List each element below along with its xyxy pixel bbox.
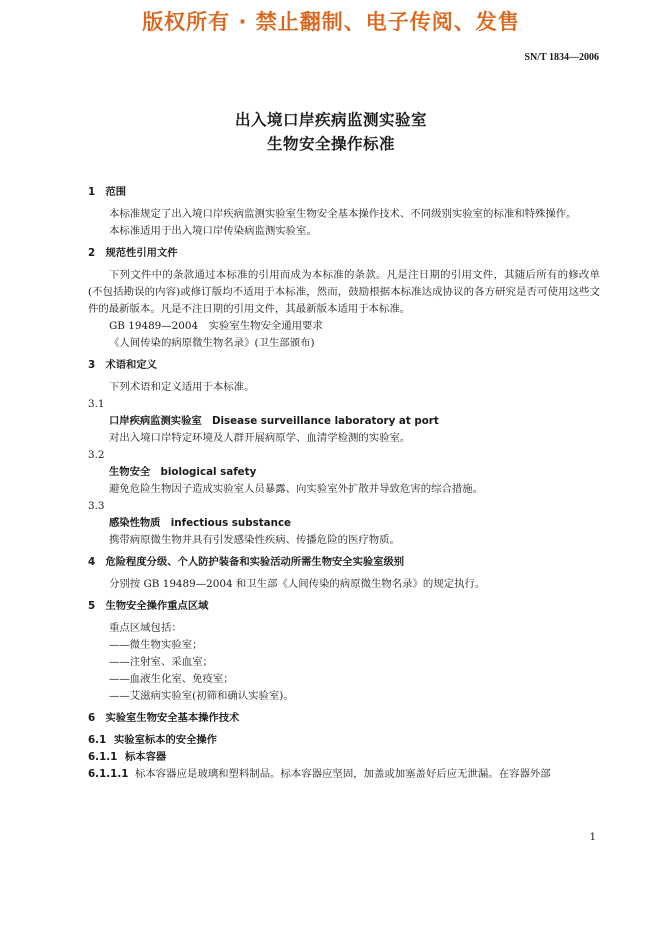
standard-number: SN/T 1834—2006 [524, 52, 599, 63]
subsection-title: 实验室标本的安全操作 [114, 734, 217, 746]
term-definition: 避免危险生物因子造成实验室人员暴露、向实验室外扩散并导致危害的综合措施。 [109, 483, 484, 495]
term-title: 生物安全 biological safety [109, 466, 257, 478]
list-item: ——艾滋病实验室(初筛和确认实验室)。 [109, 690, 294, 702]
section-4-heading: 4 危险程度分级、个人防护装备和实验活动所需生物安全实验室级别 [88, 556, 405, 568]
section-6-heading: 6 实验室生物安全基本操作技术 [88, 712, 240, 724]
list-item: ——血液生化室、免疫室； [109, 673, 234, 685]
term-definition: 对出入境口岸特定环境及人群开展病原学、血清学检测的实验室。 [109, 432, 411, 444]
section-2-paragraph: 下列文件中的条款通过本标准的引用而成为本标准的条款。凡是注日期的引用文件，其随后所有的修改单(不包括勘误的内容)或修订版均不适用于本标准，然而，鼓励根据本标准达成协议的各方研究是否可使用这些文件的最新版本。凡是不注日期的引用文件，其最新版本适用于本标准。 [88, 269, 600, 315]
term-number: 3.1 [88, 398, 105, 410]
section-3-intro: 下列术语和定义适用于本标准。 [109, 381, 255, 393]
clause-paragraph [88, 766, 600, 783]
term-title: 感染性物质 infectious substance [109, 517, 292, 529]
section-3-heading: 3 术语和定义 [88, 359, 157, 371]
doc-title-line1: 出入境口岸疾病监测实验室 [234, 111, 427, 129]
subsection-heading [88, 749, 600, 766]
watermark: 版权所有 · 禁止翻制、电子传阅、发售 [142, 10, 520, 34]
reference-item: 《人间传染的病原微生物名录》(卫生部颁布) [109, 337, 315, 349]
doc-title-line2: 生物安全操作标准 [266, 135, 395, 153]
term-number: 3.3 [88, 500, 105, 512]
term-number: 3.2 [88, 449, 105, 461]
document-body [88, 184, 600, 783]
section-1-heading: 1 范围 [88, 186, 127, 198]
page-number: 1 [589, 832, 596, 843]
section-5-intro: 重点区域包括： [109, 622, 182, 634]
list-item: ——微生物实验室； [109, 639, 203, 651]
subsection-number: 6.1.1 [88, 751, 118, 763]
clause-number: 6.1.1.1 [88, 768, 129, 780]
section-1-paragraph: 本标准适用于出入境口岸传染病监测实验室。 [109, 225, 317, 237]
section-1-paragraph: 本标准规定了出入境口岸疾病监测实验室生物安全基本操作技术、不同级别实验室的标准和特殊操作。 [109, 208, 577, 220]
term-title: 口岸疾病监测实验室 Disease surveillance laboratory at port [109, 415, 439, 427]
subsection-title: 标本容器 [125, 751, 167, 763]
list-item: ——注射室、采血室； [109, 656, 213, 668]
section-5-heading: 5 生物安全操作重点区域 [88, 600, 209, 612]
section-2-heading: 2 规范性引用文件 [88, 247, 178, 259]
section-4-paragraph: 分别按 GB 19489—2004 和卫生部《人间传染的病原微生物名录》的规定执行。 [109, 578, 486, 590]
subsection-heading [88, 732, 600, 749]
subsection-number: 6.1 [88, 734, 107, 746]
term-definition: 携带病原微生物并具有引发感染性疾病、传播危险的医疗物质。 [109, 534, 400, 546]
clause-text: 标本容器应是玻璃和塑料制品。标本容器应坚固，加盖或加塞盖好后应无泄漏。在容器外部 [135, 768, 551, 780]
reference-item: GB 19489—2004 实验室生物安全通用要求 [109, 320, 323, 332]
